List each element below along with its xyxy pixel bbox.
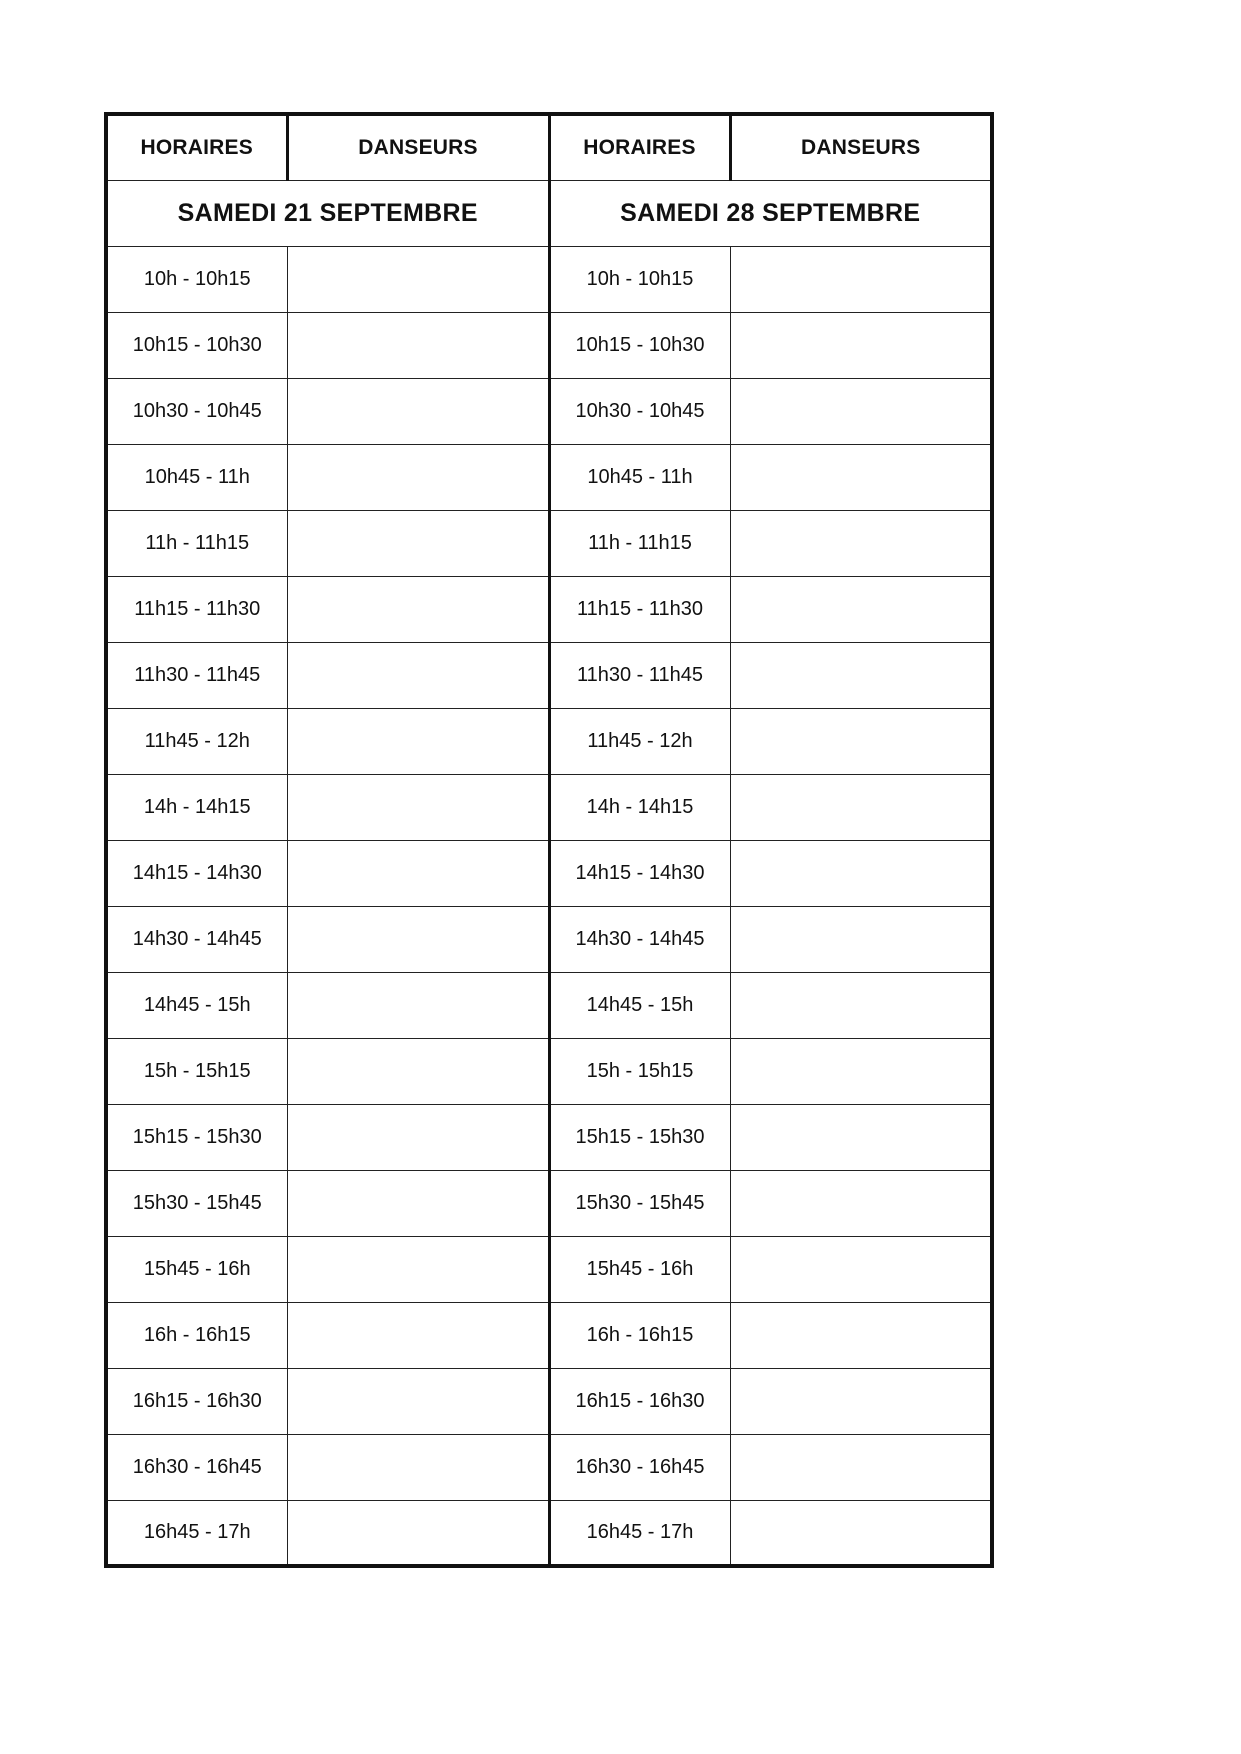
header-horaires-right: HORAIRES <box>549 114 730 180</box>
time-slot-left: 14h45 - 15h <box>106 972 287 1038</box>
time-slot-right: 16h - 16h15 <box>549 1302 730 1368</box>
dancer-cell-right[interactable] <box>730 246 992 312</box>
dancer-cell-left[interactable] <box>287 1368 549 1434</box>
time-slot-left: 14h30 - 14h45 <box>106 906 287 972</box>
time-slot-right: 16h45 - 17h <box>549 1500 730 1566</box>
dancer-cell-right[interactable] <box>730 312 992 378</box>
dancer-cell-right[interactable] <box>730 378 992 444</box>
table-row <box>106 1368 992 1434</box>
time-slot-left: 15h15 - 15h30 <box>106 1104 287 1170</box>
time-slot-right: 10h45 - 11h <box>549 444 730 510</box>
dancer-cell-left[interactable] <box>287 1434 549 1500</box>
time-slot-left: 10h - 10h15 <box>106 246 287 312</box>
time-slot-right: 11h45 - 12h <box>549 708 730 774</box>
dancer-cell-right[interactable] <box>730 708 992 774</box>
header-row <box>106 114 992 180</box>
time-slot-left: 11h15 - 11h30 <box>106 576 287 642</box>
time-slot-right: 10h30 - 10h45 <box>549 378 730 444</box>
time-slot-left: 14h - 14h15 <box>106 774 287 840</box>
table-row <box>106 1038 992 1104</box>
time-slot-right: 16h15 - 16h30 <box>549 1368 730 1434</box>
dancer-cell-left[interactable] <box>287 576 549 642</box>
time-slot-right: 14h30 - 14h45 <box>549 906 730 972</box>
dancer-cell-right[interactable] <box>730 1500 992 1566</box>
time-slot-right: 15h - 15h15 <box>549 1038 730 1104</box>
table-row <box>106 444 992 510</box>
table-row <box>106 840 992 906</box>
dancer-cell-right[interactable] <box>730 972 992 1038</box>
table-row <box>106 378 992 444</box>
time-slot-right: 16h30 - 16h45 <box>549 1434 730 1500</box>
time-slot-left: 14h15 - 14h30 <box>106 840 287 906</box>
table-row <box>106 906 992 972</box>
day-row <box>106 180 992 246</box>
dancer-cell-left[interactable] <box>287 642 549 708</box>
dancer-cell-right[interactable] <box>730 1170 992 1236</box>
table-row <box>106 1302 992 1368</box>
dancer-cell-left[interactable] <box>287 378 549 444</box>
table-row <box>106 1104 992 1170</box>
dancer-cell-left[interactable] <box>287 312 549 378</box>
dancer-cell-right[interactable] <box>730 444 992 510</box>
dancer-cell-left[interactable] <box>287 246 549 312</box>
time-slot-left: 16h30 - 16h45 <box>106 1434 287 1500</box>
time-slot-right: 10h15 - 10h30 <box>549 312 730 378</box>
dancer-cell-right[interactable] <box>730 774 992 840</box>
header-danseurs-left: DANSEURS <box>287 114 549 180</box>
dancer-cell-right[interactable] <box>730 1434 992 1500</box>
dancer-cell-left[interactable] <box>287 444 549 510</box>
table-row <box>106 642 992 708</box>
table-row <box>106 972 992 1038</box>
dancer-cell-left[interactable] <box>287 510 549 576</box>
dancer-cell-right[interactable] <box>730 1104 992 1170</box>
dancer-cell-right[interactable] <box>730 840 992 906</box>
dancer-cell-left[interactable] <box>287 1500 549 1566</box>
table-row <box>106 1500 992 1566</box>
time-slot-right: 14h45 - 15h <box>549 972 730 1038</box>
time-slot-right: 14h - 14h15 <box>549 774 730 840</box>
time-slot-left: 16h15 - 16h30 <box>106 1368 287 1434</box>
time-slot-right: 15h30 - 15h45 <box>549 1170 730 1236</box>
dancer-cell-left[interactable] <box>287 774 549 840</box>
time-slot-right: 15h45 - 16h <box>549 1236 730 1302</box>
dancer-cell-right[interactable] <box>730 906 992 972</box>
dancer-cell-right[interactable] <box>730 1038 992 1104</box>
table-row <box>106 246 992 312</box>
dancer-cell-left[interactable] <box>287 1170 549 1236</box>
dancer-cell-left[interactable] <box>287 1038 549 1104</box>
time-slot-left: 16h - 16h15 <box>106 1302 287 1368</box>
time-slot-right: 11h15 - 11h30 <box>549 576 730 642</box>
time-slot-left: 11h45 - 12h <box>106 708 287 774</box>
time-slot-left: 15h - 15h15 <box>106 1038 287 1104</box>
time-slot-left: 16h45 - 17h <box>106 1500 287 1566</box>
table-row <box>106 1170 992 1236</box>
schedule-table <box>104 112 994 1568</box>
time-slot-right: 10h - 10h15 <box>549 246 730 312</box>
time-slot-left: 10h30 - 10h45 <box>106 378 287 444</box>
time-slot-left: 10h15 - 10h30 <box>106 312 287 378</box>
dancer-cell-right[interactable] <box>730 1302 992 1368</box>
dancer-cell-left[interactable] <box>287 906 549 972</box>
dancer-cell-left[interactable] <box>287 972 549 1038</box>
time-slot-left: 11h - 11h15 <box>106 510 287 576</box>
table-row <box>106 576 992 642</box>
header-danseurs-right: DANSEURS <box>730 114 992 180</box>
dancer-cell-right[interactable] <box>730 1368 992 1434</box>
time-slot-right: 11h30 - 11h45 <box>549 642 730 708</box>
day-title-left: SAMEDI 21 SEPTEMBRE <box>106 180 549 246</box>
header-horaires-left: HORAIRES <box>106 114 287 180</box>
dancer-cell-right[interactable] <box>730 1236 992 1302</box>
dancer-cell-right[interactable] <box>730 510 992 576</box>
dancer-cell-left[interactable] <box>287 1302 549 1368</box>
dancer-cell-left[interactable] <box>287 840 549 906</box>
dancer-cell-right[interactable] <box>730 642 992 708</box>
dancer-cell-left[interactable] <box>287 708 549 774</box>
table-row <box>106 708 992 774</box>
table-row <box>106 774 992 840</box>
dancer-cell-left[interactable] <box>287 1236 549 1302</box>
time-slot-right: 14h15 - 14h30 <box>549 840 730 906</box>
time-slot-left: 15h45 - 16h <box>106 1236 287 1302</box>
time-slot-left: 15h30 - 15h45 <box>106 1170 287 1236</box>
dancer-cell-right[interactable] <box>730 576 992 642</box>
table-row <box>106 1434 992 1500</box>
time-slot-right: 11h - 11h15 <box>549 510 730 576</box>
time-slot-right: 15h15 - 15h30 <box>549 1104 730 1170</box>
table-row <box>106 1236 992 1302</box>
time-slot-left: 10h45 - 11h <box>106 444 287 510</box>
dancer-cell-left[interactable] <box>287 1104 549 1170</box>
day-title-right: SAMEDI 28 SEPTEMBRE <box>549 180 992 246</box>
table-row <box>106 510 992 576</box>
time-slot-left: 11h30 - 11h45 <box>106 642 287 708</box>
table-row <box>106 312 992 378</box>
